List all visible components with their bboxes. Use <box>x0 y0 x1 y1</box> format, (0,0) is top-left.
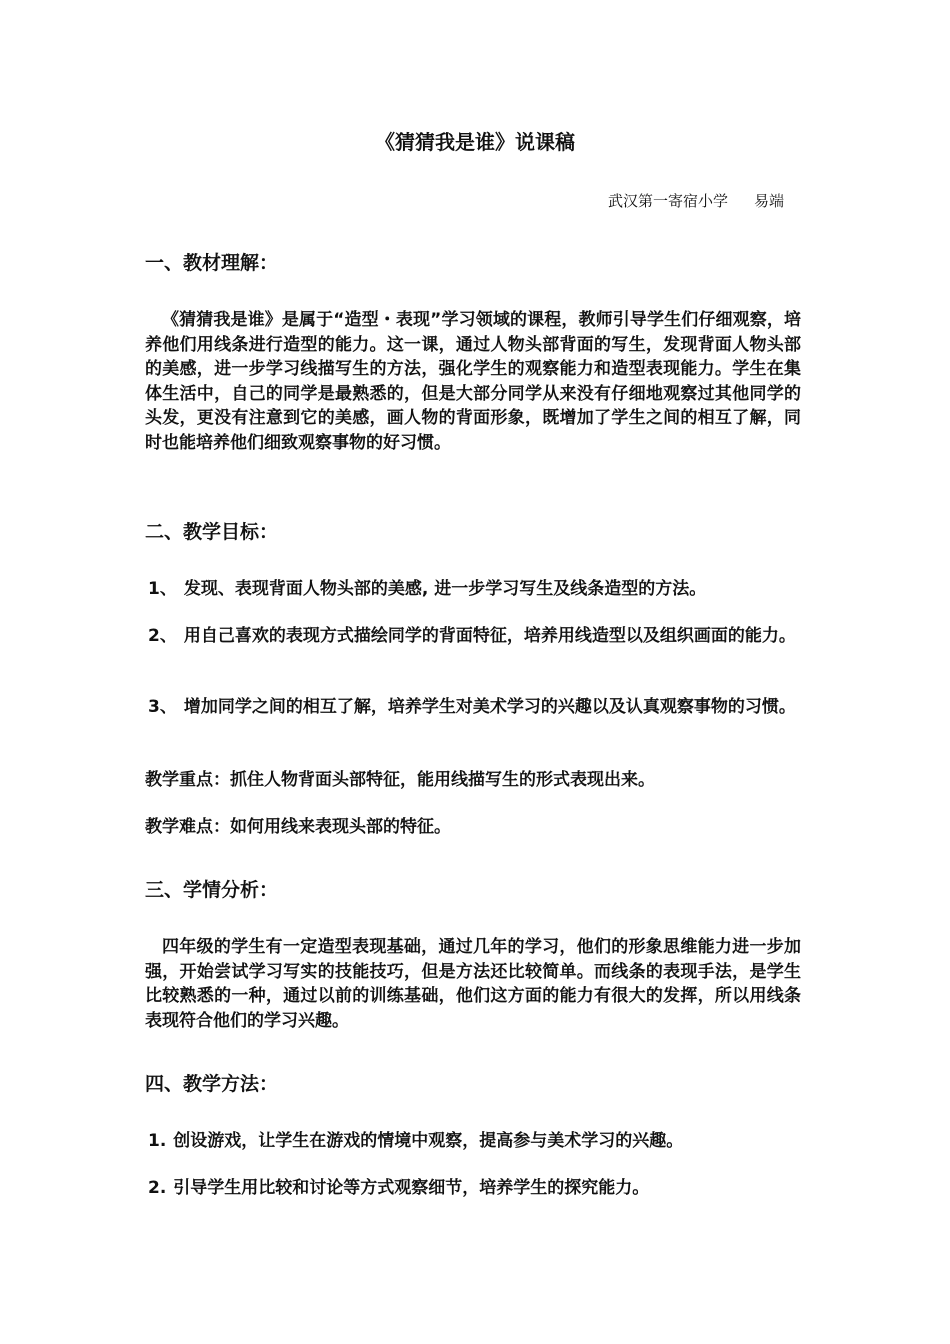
method-text: 创设游戏，让学生在游戏的情境中观察，提高参与美术学习的兴趣。 <box>173 1131 684 1151</box>
school-name: 武汉第一寄宿小学 <box>607 192 728 210</box>
teaching-key-point: 教学重点：抓住人物背面头部特征，能用线描写生的形式表现出来。 <box>145 770 655 790</box>
student-analysis-paragraph: 四年级的学生有一定造型表现基础，通过几年的学习，他们的形象思维能力进一步加强，开始尝试学习写实的技能技巧，但是方法还比较简单。而线条的表现手法，是学生比较熟悉的一种，通过以前的训练基础，他们这方面的能力有很大的发挥，所以用线条表现符合他们的学习兴趣。 <box>145 937 801 1031</box>
author-name: 易端 <box>753 192 784 210</box>
goal-item <box>145 695 801 720</box>
goal-text: 增加同学之间的相互了解，培养学生对美术学习的兴趣以及认真观察事物的习惯。 <box>183 697 796 717</box>
goal-number: 2、 <box>148 626 177 646</box>
section-heading-goals: 二、教学目标： <box>145 521 279 543</box>
section-heading-student-analysis: 三、学情分析： <box>145 879 279 901</box>
method-text: 引导学生用比较和讨论等方式观察细节，培养学生的探究能力。 <box>173 1178 650 1198</box>
goal-number: 1、 <box>148 579 177 599</box>
method-number: 2. <box>148 1178 167 1198</box>
document-title: 《猜猜我是谁》说课稿 <box>375 130 575 154</box>
method-number: 1. <box>148 1131 167 1151</box>
author-line <box>608 190 784 212</box>
goal-number: 3、 <box>148 697 177 717</box>
goal-item <box>145 577 801 602</box>
method-item <box>145 1129 801 1154</box>
goal-text: 发现、表现背面人物头部的美感, 进一步学习写生及线条造型的方法。 <box>183 579 707 599</box>
section-heading-methods: 四、教学方法： <box>145 1073 279 1095</box>
teaching-difficulty: 教学难点：如何用线来表现头部的特征。 <box>145 817 451 837</box>
section-heading-textbook: 一、教材理解： <box>145 252 279 274</box>
goal-text: 用自己喜欢的表现方式描绘同学的背面特征，培养用线造型以及组织画面的能力。 <box>183 626 796 646</box>
textbook-paragraph: 《猜猜我是谁》是属于“造型・表现”学习领域的课程，教师引导学生们仔细观察，培养他们用线条进行造型的能力。这一课，通过人物头部背面的写生，发现背面人物头部的美感，进一步学习线描写生的方法，强化学生的观察能力和造型表现能力。学生在集体生活中，自己的同学是最熟悉的，但是大部分同学从来没有仔细地观察过其他同学的头发，更没有注意到它的美感，画人物的背面形象，既增加了学生之间的相互了解，同时也能培养他们细致观察事物的好习惯。 <box>145 310 801 453</box>
method-item <box>145 1176 801 1201</box>
goal-item <box>145 624 801 649</box>
